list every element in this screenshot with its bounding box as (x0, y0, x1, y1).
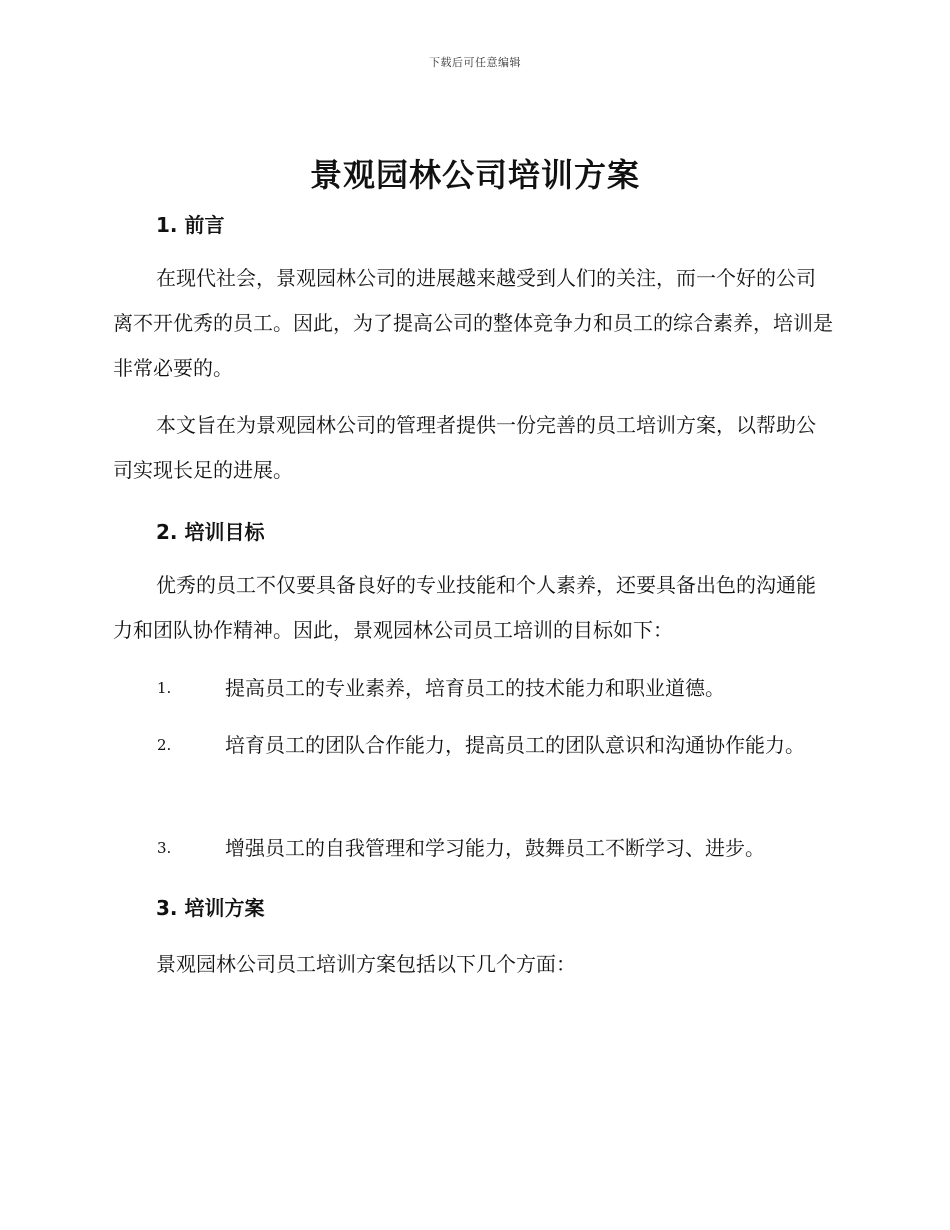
section-heading-plan: 3. 培训方案 (156, 896, 265, 920)
section-heading-preface: 1. 前言 (156, 213, 225, 237)
paragraph: 优秀的员工不仅要具备良好的专业技能和个人素养，还要具备出色的沟通能力和团队协作精神。因此，景观园林公司员工培训的目标如下： (113, 573, 816, 642)
list-number: 1. (157, 679, 172, 697)
list-number: 3. (157, 839, 172, 857)
section-heading-goals: 2. 培训目标 (156, 520, 265, 544)
list-text: 提高员工的专业素养，培育员工的技术能力和职业道德。 (225, 676, 725, 700)
document-title: 景观园林公司培训方案 (309, 156, 640, 194)
paragraph: 在现代社会，景观园林公司的进展越来越受到人们的关注，而一个好的公司离不开优秀的员工。因此，为了提高公司的整体竞争力和员工的综合素养，培训是非常必要的。 (113, 266, 833, 380)
list-item (113, 826, 833, 871)
list-item (113, 666, 833, 711)
list-text: 培育员工的团队合作能力，提高员工的团队意识和沟通协作能力。 (225, 733, 805, 757)
list-text: 增强员工的自我管理和学习能力，鼓舞员工不断学习、进步。 (225, 836, 765, 860)
list-item (113, 723, 833, 768)
paragraph: 景观园林公司员工培训方案包括以下几个方面： (156, 952, 576, 976)
paragraph: 本文旨在为景观园林公司的管理者提供一份完善的员工培训方案，以帮助公司实现长足的进展。 (113, 413, 816, 482)
header-note: 下载后可任意编辑 (429, 56, 521, 69)
list-number: 2. (157, 736, 172, 754)
